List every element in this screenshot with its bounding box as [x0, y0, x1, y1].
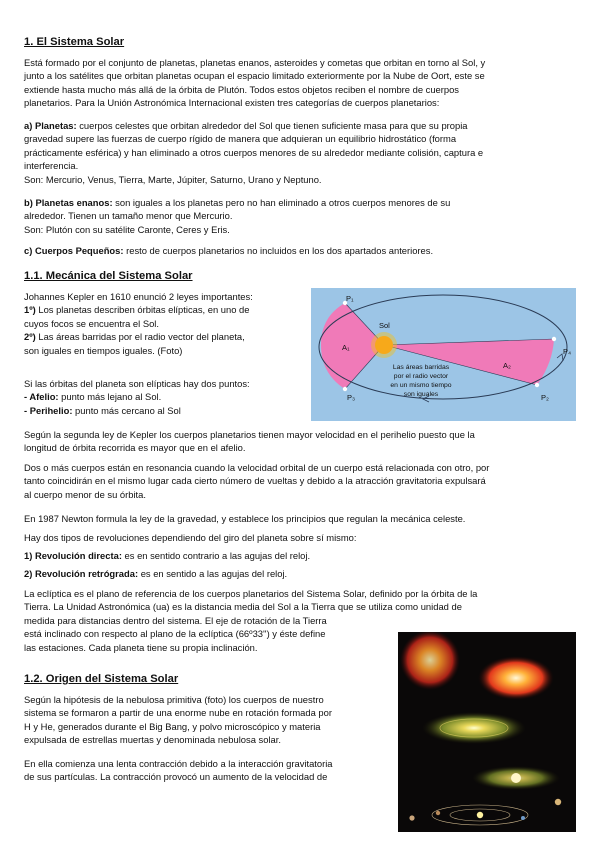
law1-line: cuyos focos se encuentra el Sol.: [24, 317, 159, 329]
law2-line: Las áreas barridas por el radio vector del planeta,: [35, 331, 245, 343]
rev2-text: es en sentido a las agujas del reloj.: [138, 568, 288, 579]
planet-position-p3: [535, 383, 539, 387]
paragraph-line: medida para distancias dentro del sistema. El eje de rotación de la Tierra: [24, 614, 327, 626]
planetas-line: prácticamente esférica) y han eliminado a otros cuerpos menores de su alrededor mediante colisión, captura e: [24, 146, 484, 158]
paragraph-line: tanto coincidirán en el mismo lugar cada cierto número de vueltas y debido a la atracción gravitatoria expulsará: [24, 475, 486, 487]
intro-line: Está formado por el conjunto de planetas, planetas enanos, asteroides y cometas que orbitan en torno al Sol, y: [24, 57, 486, 68]
section-title-origen: 1.2. Origen del Sistema Solar: [24, 673, 179, 685]
planet-position-p2: [343, 387, 347, 391]
rev2-term: 2) Revolución retrógrada:: [24, 568, 139, 579]
label-p3: P₃: [347, 393, 356, 402]
law1-line: Los planetas describen órbitas elípticas, en uno de: [35, 304, 250, 316]
enanos-list: Son: Plutón con su satélite Caronte, Ceres y Eris.: [24, 223, 230, 235]
enanos-term: b) Planetas enanos:: [24, 197, 113, 208]
caption-line: por el radio vector: [393, 373, 449, 380]
pequenos-term: c) Cuerpos Pequeños:: [24, 245, 124, 256]
planetas-term: a) Planetas:: [24, 120, 77, 131]
enanos-line: alrededor. Tienen un tamaño menor que Mercurio.: [24, 210, 233, 222]
kepler-second-paragraph: [24, 428, 576, 455]
planetas-list: Son: Mercurio, Venus, Tierra, Marte, Júpiter, Saturno, Urano y Neptuno.: [24, 173, 322, 185]
afelio-text: punto más lejano al Sol.: [58, 391, 162, 403]
law2-number: 2º): [24, 331, 36, 343]
law2-line: son iguales en tiempos iguales. (Foto): [24, 344, 183, 356]
caption-line: en un mismo tiempo: [390, 382, 452, 389]
paragraph-line: Tierra. La Unidad Astronómica (ua) es la distancia media del Sol a la Tierra que se utiliza como unidad de: [24, 601, 462, 613]
enanos-definition: [24, 196, 576, 236]
perihelio-term: - Perihelio:: [24, 404, 73, 416]
young-sun: [511, 773, 521, 783]
enanos-line: son iguales a los planetas pero no han eliminado a otros cuerpos menores de su: [112, 197, 451, 208]
paragraph-line: expulsada de estrellas muertas y denominada nebulosa solar.: [24, 734, 281, 746]
paragraph-line: Según la segunda ley de Kepler los cuerpos planetarios tienen mayor velocidad en el perihelio puesto que la: [24, 429, 475, 440]
paragraph-line: Según la hipótesis de la nebulosa primitiva (foto) los cuerpos de nuestro: [24, 694, 324, 705]
paragraph-line: La eclíptica es el plano de referencia de los cuerpos planetarios del Sistema Solar, definido por la órbita de la: [24, 588, 478, 599]
nebular-hypothesis-photo: [398, 632, 576, 832]
rev1-term: 1) Revolución directa:: [24, 550, 122, 561]
planet: [409, 815, 414, 820]
planetas-line: interferencia.: [24, 160, 79, 172]
paragraph-line: H y He, generados durante el Big Bang, y polvo microscópico y materia: [24, 720, 321, 732]
law1-number: 1º): [24, 304, 36, 316]
intro-line: junto a los satélites que orbitan planetas ocupan el espacio limitado exteriormente por la Nube de Oort, este se: [24, 70, 485, 82]
intro-line: planetarios. Para la Unión Astronómica Internacional existen tres categorías de cuerpos planetarios:: [24, 97, 440, 109]
nebulosa-paragraph: [24, 693, 396, 747]
perihelio-text: punto más cercano al Sol: [72, 404, 181, 416]
newton-paragraph: [24, 512, 576, 525]
sun-final: [477, 812, 483, 818]
paragraph-line: En 1987 Newton formula la ley de la gravedad, y establece los principios que regulan la mecánica celeste.: [24, 513, 466, 524]
contraccion-paragraph: [24, 757, 396, 784]
protostar-disk: [478, 656, 554, 700]
section-title-mecanica: 1.1. Mecánica del Sistema Solar: [24, 270, 193, 282]
pequenos-definition: [24, 244, 576, 257]
protoplanetary-disk: [422, 712, 526, 744]
intro-line: extiende hasta mucho más allá de la órbita de Plutón. Todos estos objetos reciben el nombre de cuerpos: [24, 83, 459, 95]
planet: [436, 811, 440, 815]
label-a2: A₂: [503, 361, 511, 370]
planetas-line: cuerpos celestes que orbitan alrededor del Sol que tienen suficiente masa para que su propia: [76, 120, 468, 131]
paragraph-line: está inclinado con respecto al plano de la eclíptica (66º33'') y éste define: [24, 628, 326, 640]
paragraph-line: de sus partículas. La contracción provocó un aumento de la velocidad de: [24, 771, 328, 783]
sun-icon: [375, 336, 393, 354]
planet: [521, 816, 525, 820]
paragraph-line: longitud de órbita recorrida es mayor que en el afelio.: [24, 442, 246, 454]
label-p4: P₄: [563, 347, 572, 356]
paragraph-line: sistema se formaron a partir de una enorme nube en rotación formada por: [24, 707, 332, 719]
caption-line: son iguales: [403, 391, 439, 398]
kepler-second-law-diagram: [311, 288, 576, 421]
afelio-term: - Afelio:: [24, 391, 59, 403]
revolucion-directa: [24, 549, 576, 562]
planetas-line: gravedad supere las fuerzas de cuerpo rígido de manera que adquieran un equilibrio hidrostático (forma: [24, 133, 457, 145]
paragraph-line: Dos o más cuerpos están en resonancia cuando la velocidad orbital de un cuerpo está relacionada con otro, por: [24, 462, 490, 473]
label-p1: P₁: [346, 294, 354, 303]
planetas-definition: [24, 119, 576, 186]
paragraph-line: Hay dos tipos de revoluciones dependiendo del giro del planeta sobre sí mismo:: [24, 532, 357, 543]
points-intro: Si las órbitas del planeta son elípticas hay dos puntos:: [24, 378, 250, 389]
planet: [555, 799, 561, 805]
label-p2: P₂: [541, 393, 549, 402]
section-title-sistema-solar: 1. El Sistema Solar: [24, 36, 125, 48]
planet-position-p4: [552, 337, 556, 341]
kepler-intro: Johannes Kepler en 1610 enunció 2 leyes importantes:: [24, 291, 253, 302]
resonancia-paragraph: [24, 461, 576, 501]
caption-line: Las áreas barridas: [392, 364, 450, 371]
sun-label: Sol: [379, 321, 390, 330]
paragraph-line: al cuerpo menor de su órbita.: [24, 488, 146, 500]
orbit-points: [24, 377, 306, 417]
nebula-cloud: [400, 632, 460, 690]
revolucion-retrograda: [24, 567, 576, 580]
pequenos-text: resto de cuerpos planetarios no incluidos en los dos apartados anteriores.: [123, 245, 434, 256]
revoluciones-paragraph: [24, 531, 576, 544]
paragraph-line: las estaciones. Cada planeta tiene su propia inclinación.: [24, 641, 258, 653]
paragraph-line: En ella comienza una lenta contracción debido a la interacción gravitatoria: [24, 758, 333, 769]
kepler-laws: [24, 290, 306, 357]
rev1-text: es en sentido contrario a las agujas del reloj.: [121, 550, 311, 561]
label-a1: A₁: [342, 343, 350, 352]
intro-paragraph: [24, 56, 576, 110]
